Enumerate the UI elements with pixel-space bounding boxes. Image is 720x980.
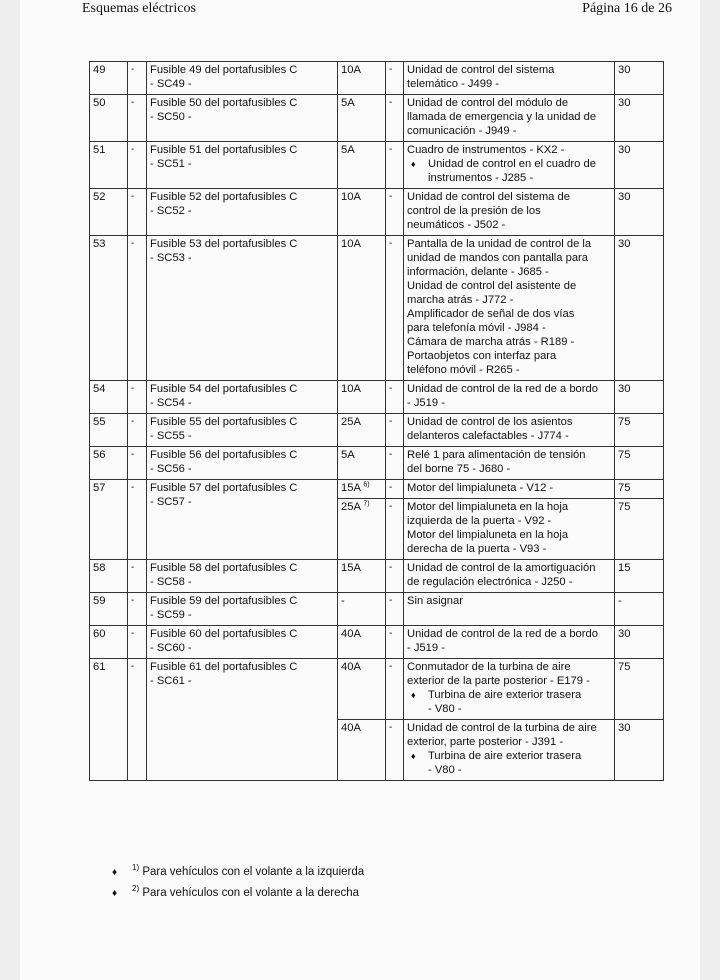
component-description [404, 62, 615, 95]
fuse-rating [338, 236, 386, 381]
footnote-text: Para vehículos con el volante a la derecha [139, 887, 360, 899]
fuse-code: - SC55 - [150, 430, 192, 442]
fuse-label: Fusible 51 del portafusibles C [150, 144, 298, 156]
terminal: 30 [615, 626, 664, 659]
fuse-name [147, 626, 338, 659]
text-line: Unidad de control de la red de a bordo [407, 383, 598, 395]
text-line: - J519 - [407, 397, 445, 409]
rating-value: 10A [341, 191, 361, 203]
text-line: Amplificador de señal de dos vías [407, 308, 575, 320]
fuse-code: - SC51 - [150, 158, 192, 170]
fuse-label: Fusible 60 del portafusibles C [150, 628, 298, 640]
component-description [404, 720, 615, 781]
fuse-label: Fusible 58 del portafusibles C [150, 562, 298, 574]
fuse-name [147, 593, 338, 626]
rating-value: 25A [341, 416, 361, 428]
text-line: telemático - J499 - [407, 78, 500, 90]
fuse-number: 61 [90, 659, 128, 781]
table-row [90, 142, 664, 189]
fuse-name [147, 95, 338, 142]
text-line: Unidad de control de la red de a bordo [407, 628, 598, 640]
text-line: comunicación - J949 - [407, 125, 517, 137]
terminal: 75 [615, 499, 664, 560]
bullet-item [407, 749, 611, 777]
text-line: Conmutador de la turbina de aire [407, 661, 571, 673]
rating-value: 15A [341, 482, 361, 494]
separator-cell: - [128, 95, 147, 142]
table-row [90, 659, 664, 720]
table-row [90, 95, 664, 142]
fuse-name [147, 480, 338, 560]
text-line: unidad de mandos con pantalla para [407, 252, 588, 264]
separator-cell: - [128, 480, 147, 560]
page-number: Página 16 de 26 [582, 1, 672, 16]
text-line: Unidad de control del módulo de [407, 97, 569, 109]
footnote [112, 883, 364, 904]
text-line: instrumentos - J285 - [428, 172, 534, 184]
separator-cell: - [128, 236, 147, 381]
separator-cell: - [128, 560, 147, 593]
table-row [90, 447, 664, 480]
rating-value: 10A [341, 383, 361, 395]
document-page [20, 0, 700, 980]
text-line: Portaobjetos con interfaz para [407, 350, 557, 362]
fuse-rating [338, 560, 386, 593]
text-line: Pantalla de la unidad de control de la [407, 238, 592, 250]
separator-cell: - [128, 189, 147, 236]
rating-value: 10A [341, 64, 361, 76]
component-description [404, 499, 615, 560]
component-description [404, 480, 615, 499]
text-line: delanteros calefactables - J774 - [407, 430, 569, 442]
terminal: 30 [615, 62, 664, 95]
terminal: 75 [615, 659, 664, 720]
fuse-number: 56 [90, 447, 128, 480]
fuse-rating [338, 626, 386, 659]
fuse-number: 57 [90, 480, 128, 560]
fuse-label: Fusible 50 del portafusibles C [150, 97, 298, 109]
text-line: llamada de emergencia y la unidad de [407, 111, 597, 123]
fuse-rating [338, 447, 386, 480]
fuse-name [147, 560, 338, 593]
separator-cell: - [128, 659, 147, 781]
text-line: Relé 1 para alimentación de tensión [407, 449, 586, 461]
text-line: izquierda de la puerta - V92 - [407, 515, 552, 527]
text-line: Turbina de aire exterior trasera [428, 689, 582, 701]
fuse-code: - SC54 - [150, 397, 192, 409]
component-description [404, 142, 615, 189]
fuse-number: 54 [90, 381, 128, 414]
text-line: Unidad de control de los asientos [407, 416, 573, 428]
text-line: Unidad de control de la amortiguación [407, 562, 596, 574]
terminal: 75 [615, 414, 664, 447]
rating-value: - [341, 595, 345, 607]
fuse-name [147, 189, 338, 236]
table-row [90, 62, 664, 95]
text-line: Unidad de control de la turbina de aire [407, 722, 597, 734]
footnote [112, 862, 364, 883]
separator-cell: - [386, 720, 404, 781]
text-line: marcha atrás - J772 - [407, 294, 514, 306]
terminal: 30 [615, 142, 664, 189]
text-line: neumáticos - J502 - [407, 219, 506, 231]
terminal: 75 [615, 447, 664, 480]
table-row [90, 560, 664, 593]
rating-value: 5A [341, 144, 355, 156]
bullet-item [407, 157, 611, 185]
text-line: Unidad de control del asistente de [407, 280, 577, 292]
separator-cell: - [386, 480, 404, 499]
fuse-number: 55 [90, 414, 128, 447]
fuse-name [147, 659, 338, 781]
table-row [90, 381, 664, 414]
table-row [90, 593, 664, 626]
fuse-name [147, 142, 338, 189]
text-line: - J519 - [407, 642, 445, 654]
fuse-code: - SC61 - [150, 675, 192, 687]
rating-value: 40A [341, 628, 361, 640]
component-description [404, 560, 615, 593]
fuse-name [147, 381, 338, 414]
fuse-label: Fusible 53 del portafusibles C [150, 238, 298, 250]
component-description [404, 447, 615, 480]
fuse-number: 53 [90, 236, 128, 381]
footnotes [112, 862, 364, 904]
component-description [404, 381, 615, 414]
bullet-icon: ♦ [112, 888, 118, 899]
separator-cell: - [128, 381, 147, 414]
separator-cell: - [386, 626, 404, 659]
text-line: teléfono móvil - R265 - [407, 364, 520, 376]
fuse-rating [338, 189, 386, 236]
fuse-number: 51 [90, 142, 128, 189]
fuse-number: 50 [90, 95, 128, 142]
bullet-item [407, 688, 611, 716]
bullet-icon: ♦ [411, 159, 416, 169]
fuse-code: - SC52 - [150, 205, 192, 217]
fuse-name [147, 414, 338, 447]
text-line: - V80 - [428, 764, 462, 776]
separator-cell: - [386, 414, 404, 447]
table-row [90, 480, 664, 499]
fuse-rating [338, 720, 386, 781]
text-line: Cuadro de instrumentos - KX2 - [407, 144, 565, 156]
component-description [404, 95, 615, 142]
separator-cell: - [386, 593, 404, 626]
separator-cell: - [386, 381, 404, 414]
page-header [82, 0, 672, 22]
table-row [90, 236, 664, 381]
fuse-label: Fusible 56 del portafusibles C [150, 449, 298, 461]
fuse-label: Fusible 57 del portafusibles C [150, 482, 298, 494]
separator-cell: - [386, 499, 404, 560]
separator-cell: - [128, 62, 147, 95]
text-line: Unidad de control del sistema [407, 64, 555, 76]
terminal: 30 [615, 95, 664, 142]
fuse-number: 49 [90, 62, 128, 95]
footnote-text: Para vehículos con el volante a la izquierda [139, 866, 365, 878]
table-row [90, 189, 664, 236]
text-line: información, delante - J685 - [407, 266, 549, 278]
text-line: exterior de la parte posterior - E179 - [407, 675, 590, 687]
fuse-code: - SC56 - [150, 463, 192, 475]
separator-cell: - [386, 62, 404, 95]
fuse-rating [338, 593, 386, 626]
fuse-rating [338, 480, 386, 499]
fuse-number: 58 [90, 560, 128, 593]
terminal: 30 [615, 236, 664, 381]
separator-cell: - [128, 142, 147, 189]
text-line: control de la presión de los [407, 205, 541, 217]
fuse-code: - SC60 - [150, 642, 192, 654]
separator-cell: - [386, 659, 404, 720]
fuse-code: - SC57 - [150, 496, 192, 508]
fuse-number: 59 [90, 593, 128, 626]
fuse-number: 52 [90, 189, 128, 236]
separator-cell: - [128, 447, 147, 480]
table-row [90, 414, 664, 447]
footnote-ref: 7) [363, 500, 370, 508]
rating-value: 5A [341, 449, 355, 461]
text-line: Cámara de marcha atrás - R189 - [407, 336, 575, 348]
fuse-rating [338, 499, 386, 560]
separator-cell: - [128, 626, 147, 659]
fuse-rating [338, 142, 386, 189]
fuse-table [89, 61, 664, 781]
footnote-mark: 1) [132, 863, 140, 873]
fuse-label: Fusible 54 del portafusibles C [150, 383, 298, 395]
text-line: Unidad de control del sistema de [407, 191, 570, 203]
rating-value: 25A [341, 501, 361, 513]
fuse-name [147, 236, 338, 381]
footnote-mark: 2) [132, 884, 140, 894]
component-description [404, 626, 615, 659]
bullet-icon: ♦ [411, 751, 416, 761]
text-line: Turbina de aire exterior trasera [428, 750, 582, 762]
text-line: Motor del limpialuneta - V12 - [407, 482, 554, 494]
terminal: 30 [615, 381, 664, 414]
fuse-name [147, 447, 338, 480]
text-line: Motor del limpialuneta en la hoja [407, 501, 569, 513]
fuse-name [147, 62, 338, 95]
separator-cell: - [386, 447, 404, 480]
terminal: - [615, 593, 664, 626]
component-description [404, 236, 615, 381]
separator-cell: - [128, 593, 147, 626]
fuse-label: Fusible 55 del portafusibles C [150, 416, 298, 428]
text-line: Sin asignar [407, 595, 463, 607]
fuse-label: Fusible 49 del portafusibles C [150, 64, 298, 76]
text-line: de regulación electrónica - J250 - [407, 576, 573, 588]
terminal: 30 [615, 189, 664, 236]
fuse-rating [338, 95, 386, 142]
fuse-label: Fusible 59 del portafusibles C [150, 595, 298, 607]
separator-cell: - [128, 414, 147, 447]
rating-value: 40A [341, 661, 361, 673]
text-line: exterior, parte posterior - J391 - [407, 736, 564, 748]
component-description [404, 189, 615, 236]
terminal: 30 [615, 720, 664, 781]
document-title: Esquemas eléctricos [82, 1, 196, 16]
fuse-rating [338, 62, 386, 95]
fuse-label: Fusible 52 del portafusibles C [150, 191, 298, 203]
fuse-number: 60 [90, 626, 128, 659]
separator-cell: - [386, 560, 404, 593]
text-line: Motor del limpialuneta en la hoja [407, 529, 569, 541]
component-description [404, 593, 615, 626]
fuse-code: - SC58 - [150, 576, 192, 588]
rating-value: 15A [341, 562, 361, 574]
rating-value: 5A [341, 97, 355, 109]
fuse-rating [338, 659, 386, 720]
table-row [90, 626, 664, 659]
text-line: del borne 75 - J680 - [407, 463, 511, 475]
bullet-icon: ♦ [112, 867, 118, 878]
fuse-code: - SC59 - [150, 609, 192, 621]
terminal: 75 [615, 480, 664, 499]
fuse-rating [338, 381, 386, 414]
rating-value: 10A [341, 238, 361, 250]
terminal: 15 [615, 560, 664, 593]
rating-value: 40A [341, 722, 361, 734]
text-line: Unidad de control en el cuadro de [428, 158, 596, 170]
fuse-label: Fusible 61 del portafusibles C [150, 661, 298, 673]
fuse-rating [338, 414, 386, 447]
text-line: derecha de la puerta - V93 - [407, 543, 547, 555]
component-description [404, 414, 615, 447]
separator-cell: - [386, 189, 404, 236]
text-line: - V80 - [428, 703, 462, 715]
fuse-code: - SC49 - [150, 78, 192, 90]
bullet-icon: ♦ [411, 690, 416, 700]
separator-cell: - [386, 142, 404, 189]
fuse-code: - SC50 - [150, 111, 192, 123]
footnote-ref: 6) [363, 481, 370, 489]
component-description [404, 659, 615, 720]
text-line: para telefonía móvil - J984 - [407, 322, 546, 334]
fuse-code: - SC53 - [150, 252, 192, 264]
separator-cell: - [386, 236, 404, 381]
separator-cell: - [386, 95, 404, 142]
